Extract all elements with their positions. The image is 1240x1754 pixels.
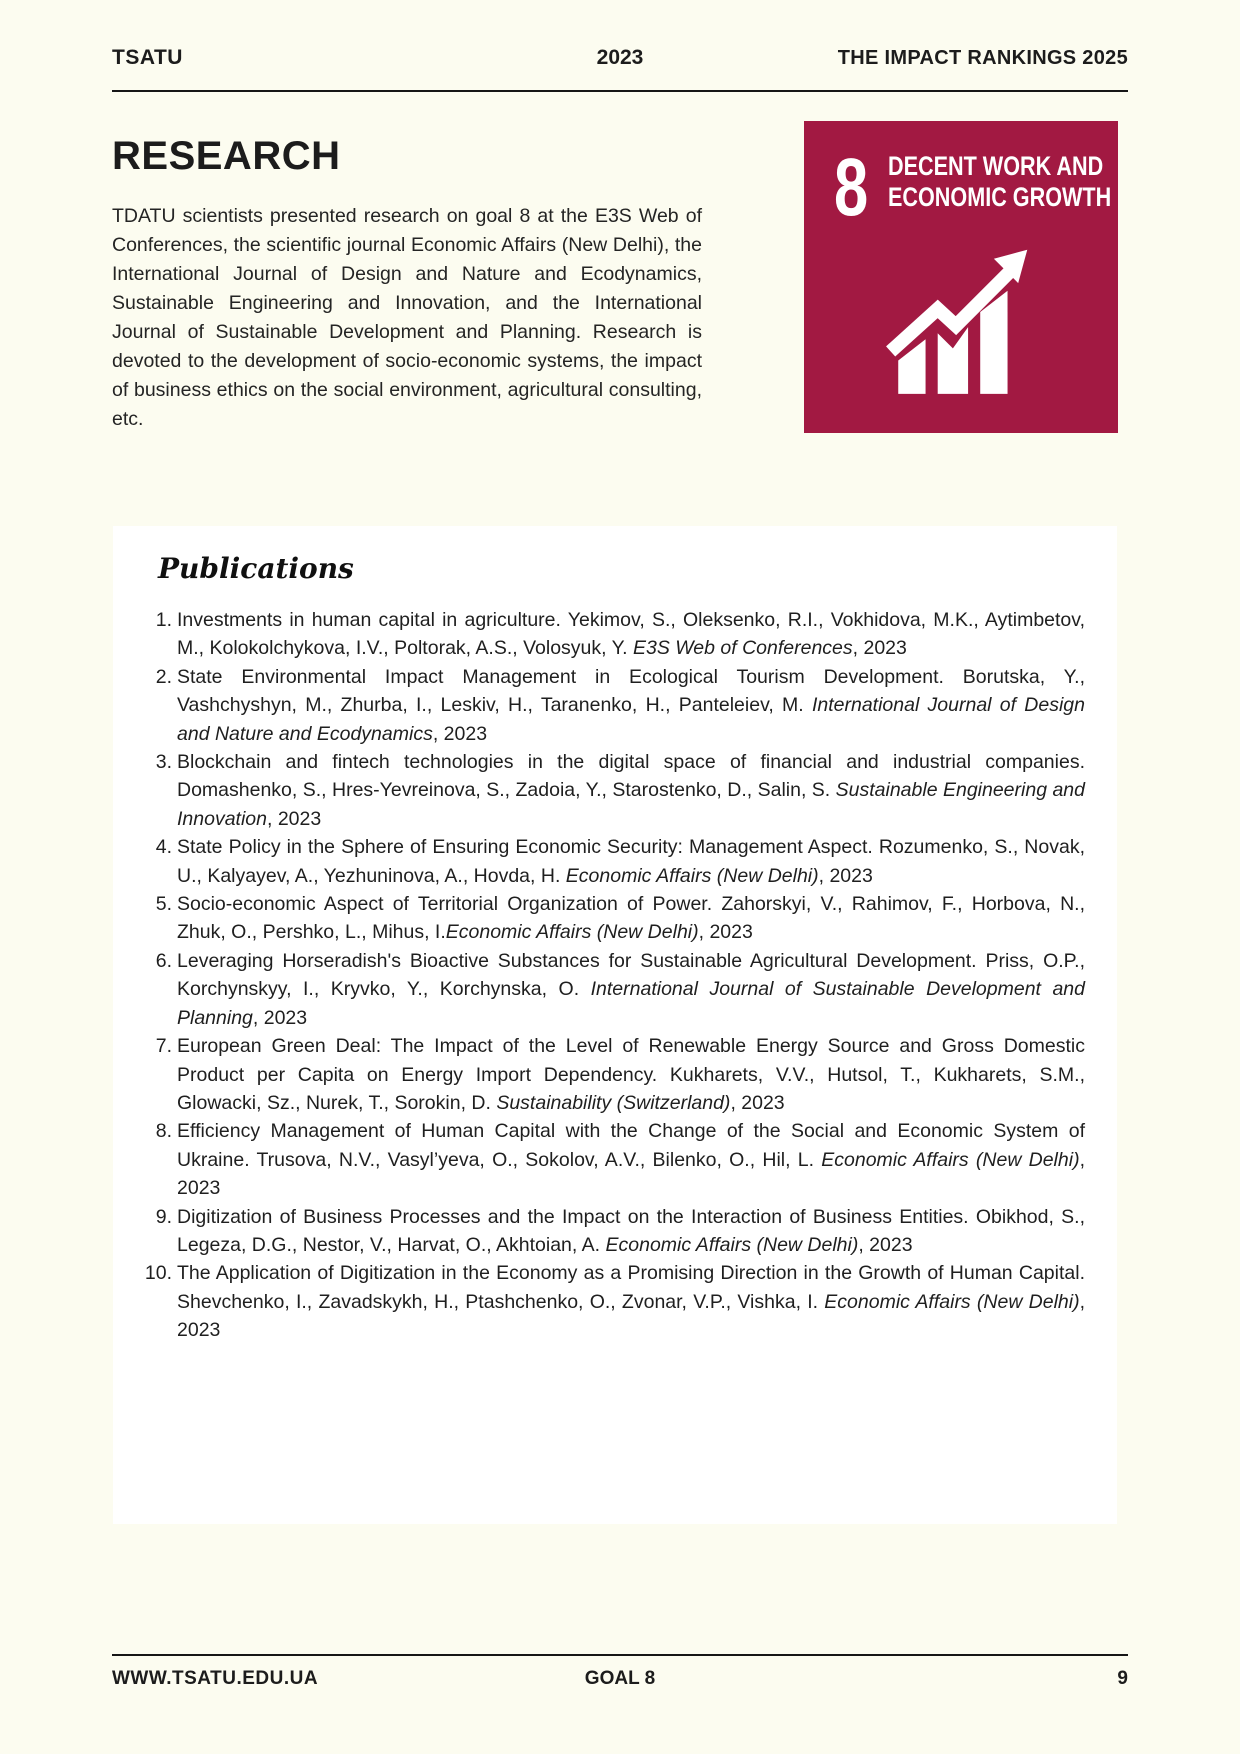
publication-citation: Blockchain and fintech technologies in the digital space of financial and industrial companies. Domashenko, S., Hres-Yevreinova, S., Zadoia, Y., Starostenko, D., Salin, S. Sustainable Engineering and Innovation, 2023	[177, 751, 1085, 830]
journal-name: Sustainability (Switzerland)	[496, 1091, 731, 1114]
publication-item	[140, 1203, 1085, 1260]
publication-item	[140, 833, 1085, 890]
publication-item	[140, 663, 1085, 748]
publication-citation: State Policy in the Sphere of Ensuring Economic Security: Management Aspect. Rozumenko, S., Novak, U., Kalyayev, A., Yezhuninova, A., Hovda, H. Economic Affairs (New Delhi), 2023	[177, 836, 1085, 887]
publications-heading: Publications	[158, 552, 354, 585]
sdg8-title-line2: ECONOMIC GROWTH	[888, 182, 1112, 213]
journal-name: Economic Affairs (New Delhi)	[565, 864, 819, 887]
publication-item	[140, 947, 1085, 1032]
publication-item	[140, 1032, 1085, 1117]
footer-divider	[112, 1654, 1128, 1656]
footer-goal-label: GOAL 8	[584, 1668, 656, 1689]
publication-citation: Socio-economic Aspect of Territorial Organization of Power. Zahorskyi, V., Rahimov, F., Horbova, N., Zhuk, O., Pershko, L., Mihus, I.Economic Affairs (New Delhi), 2023	[177, 893, 1085, 944]
publication-citation: Leveraging Horseradish's Bioactive Substances for Sustainable Agricultural Development. Priss, O.P., Korchynskyy, I., Kryvko, Y., Korchynska, O. International Journal of Sustainable Development and Planning, 2023	[177, 949, 1085, 1029]
header-report-title: THE IMPACT RANKINGS 2025	[837, 47, 1128, 69]
publication-citation: Investments in human capital in agriculture. Yekimov, S., Oleksenko, R.I., Vokhidova, M.K., Aytimbetov, M., Kolokolchykova, I.V., Poltorak, A.S., Volosyuk, Y. E3S Web of Conferences, 2023	[177, 609, 1085, 660]
publication-citation: State Environmental Impact Management in Ecological Tourism Development. Borutska, Y., Vashchyshyn, M., Zhurba, I., Leskiv, H., Taranenko, H., Panteleiev, M. International Journal of Design and Nature and Ecodynamics, 2023	[177, 665, 1085, 745]
publication-item	[140, 1117, 1085, 1202]
sdg8-goal-title	[888, 151, 1111, 214]
publication-number: 2.	[155, 665, 172, 688]
publication-citation: The Application of Digitization in the Economy as a Promising Direction in the Growth of Human Capital. Shevchenko, I., Zavadskykh, H., Ptashchenko, O., Zvonar, V.P., Vishka, I. Economic Affairs (New Delhi), 2023	[177, 1262, 1086, 1342]
footer-page-number: 9	[1117, 1668, 1128, 1689]
footer-website: WWW.TSATU.EDU.UA	[112, 1668, 319, 1689]
journal-name: Sustainable Engineering and Innovation	[177, 779, 1085, 830]
publication-number: 7.	[155, 1035, 172, 1058]
header-year: 2023	[596, 46, 644, 69]
publication-number: 6.	[155, 949, 172, 972]
journal-name: International Journal of Design and Nature and Ecodynamics	[177, 694, 1085, 745]
journal-name: Economic Affairs (New Delhi)	[821, 1148, 1080, 1171]
publication-number: 4.	[155, 836, 172, 859]
publication-number: 10.	[144, 1262, 172, 1285]
header-divider	[112, 90, 1128, 92]
publication-number: 9.	[155, 1205, 172, 1228]
publication-item	[140, 890, 1085, 947]
publication-citation: Efficiency Management of Human Capital with the Change of the Social and Economic System of Ukraine. Trusova, N.V., Vasyl’yeva, O., Sokolov, A.V., Bilenko, O., Hil, L. Economic Affairs (New Delhi), 2023	[177, 1120, 1085, 1200]
publication-citation: European Green Deal: The Impact of the Level of Renewable Energy Source and Gross Domestic Product per Capita on Energy Import Dependency. Kukharets, V.V., Hutsol, T., Kukharets, S.M., Glowacki, Sz., Nurek, T., Sorokin, D. Sustainability (Switzerland), 2023	[177, 1035, 1085, 1114]
journal-name: Economic Affairs (New Delhi)	[445, 921, 699, 944]
growth-arrow-chart-icon	[886, 233, 1038, 400]
publication-item	[140, 748, 1085, 833]
journal-name: International Journal of Sustainable Development and Planning	[177, 978, 1085, 1029]
research-paragraph: TDATU scientists presented research on goal 8 at the E3S Web of Conferences, the scientific journal Economic Affairs (New Delhi), the International Journal of Design and Nature and Ecodynamics, Sustainable Engineering and Innovation, and the International Journal of Sustainable Development and Planning. Research is devoted to the development of socio-economic systems, the impact of business ethics on the social environment, agricultural consulting, etc.	[112, 205, 702, 430]
publication-item	[140, 606, 1085, 663]
publication-item	[140, 1259, 1085, 1344]
publication-number: 3.	[155, 751, 172, 774]
sdg8-badge	[804, 121, 1118, 433]
publication-number: 5.	[155, 893, 172, 916]
publication-number: 8.	[155, 1120, 172, 1143]
publications-list	[140, 606, 1085, 1345]
header-university-name: TSATU	[112, 46, 183, 69]
publication-number: 1.	[155, 609, 172, 631]
section-title-research: RESEARCH	[112, 134, 341, 178]
journal-name: Economic Affairs (New Delhi)	[824, 1290, 1080, 1313]
sdg8-title-line1: DECENT WORK AND	[888, 151, 1104, 181]
sdg8-goal-number: 8	[834, 142, 869, 233]
publication-citation: Digitization of Business Processes and the Impact on the Interaction of Business Entities. Obikhod, S., Legeza, D.G., Nestor, V., Harvat, O., Akhtoian, A. Economic Affairs (New Delhi), 2023	[177, 1205, 1085, 1256]
journal-name: E3S Web of Conferences	[632, 637, 853, 660]
journal-name: Economic Affairs (New Delhi)	[605, 1233, 859, 1256]
